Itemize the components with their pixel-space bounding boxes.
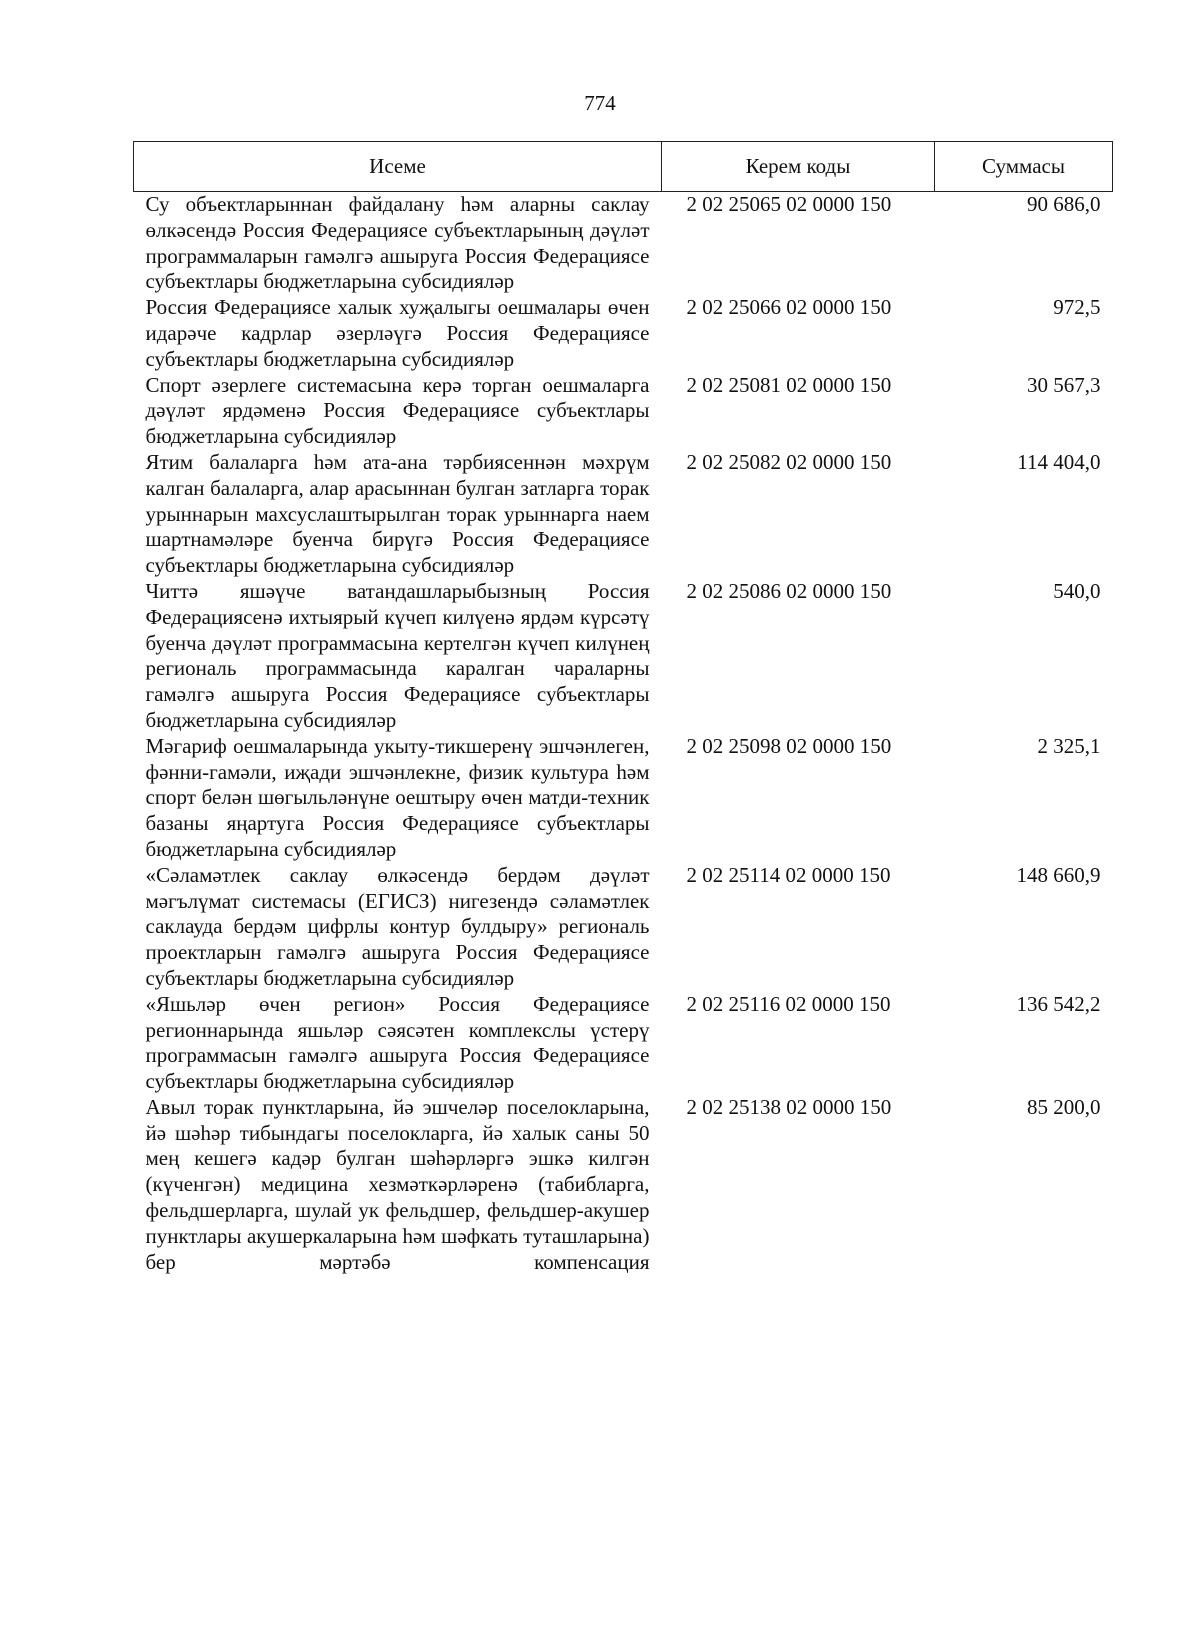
row-sum: 540,0 bbox=[1053, 578, 1101, 603]
budget-table bbox=[133, 141, 1113, 1275]
row-sum: 114 404,0 bbox=[1017, 449, 1101, 474]
row-code: 2 02 25116 02 0000 150 bbox=[686, 991, 891, 1016]
row-code: 2 02 25114 02 0000 150 bbox=[686, 862, 891, 887]
table-row bbox=[134, 450, 1113, 579]
table-row bbox=[134, 579, 1113, 734]
page-number: 774 bbox=[584, 91, 616, 115]
row-code: 2 02 25081 02 0000 150 bbox=[686, 372, 892, 397]
row-name: Мәгариф оешмаларында укыту-тикшеренү эшчәнлеген, фәнни-гамәли, иҗади эшчәнлекне, физик культура һәм спорт белән шөгыльләнүне оештыру өчен матди-техник базаны яңартуга Россия Федерациясе субъектлары бюджетларына субсидияләр bbox=[145, 733, 650, 861]
row-code: 2 02 25098 02 0000 150 bbox=[686, 733, 892, 758]
row-name: Ятим балаларга һәм ата-ана тәрбиясеннән мәхрүм калган балаларга, алар арасыннан булган затларга торак урыннарын махсуслаштырылган торак урыннарга наем шартнамәләре буенча бирүгә Россия Федерациясе субъектлары бюджетларына субсидияләр bbox=[145, 449, 650, 578]
row-sum: 148 660,9 bbox=[1016, 862, 1101, 887]
row-sum: 136 542,2 bbox=[1016, 991, 1101, 1016]
row-sum: 2 325,1 bbox=[1037, 733, 1101, 758]
row-name: Россия Федерациясе халык хуҗалыгы оешмалары өчен идарәче кадрлар әзерләүгә Россия Федерациясе субъектлары бюджетларына субсидияләр bbox=[145, 295, 650, 371]
table-row bbox=[134, 1095, 1113, 1276]
table-row bbox=[134, 192, 1113, 296]
row-name: Спорт әзерлеге системасына керә торган оешмаларга дәүләт ярдәменә Россия Федерациясе субъектлары бюджетларына субсидияләр bbox=[145, 372, 650, 449]
table-row bbox=[134, 992, 1113, 1095]
row-name: Читтә яшәүче ватандашларыбызның Россия Федерациясенә ихтыярый күчеп килүенә ярдәм күрсәтү буенча дәүләт программасына кертелгән күчеп килүнең региональ программасында каралган чараларны гамәлгә ашыруга Россия Федерациясе субъектлары бюджетларына субсидияләр bbox=[145, 578, 650, 732]
row-sum: 85 200,0 bbox=[1027, 1094, 1101, 1119]
row-code: 2 02 25065 02 0000 150 bbox=[686, 192, 892, 216]
row-sum: 30 567,3 bbox=[1027, 372, 1101, 397]
header-code: Керем коды bbox=[662, 142, 935, 192]
table-row bbox=[134, 734, 1113, 863]
row-sum: 972,5 bbox=[1053, 295, 1101, 320]
table-row bbox=[134, 295, 1113, 372]
header-sum: Суммасы bbox=[935, 142, 1113, 192]
row-code: 2 02 25138 02 0000 150 bbox=[686, 1094, 892, 1119]
row-name: Авыл торак пунктларына, йә эшчеләр поселокларына, йә шәһәр тибындагы поселокларга, йә халык саны 50 мең кешегә кадәр булган шәһәрләргә эшкә килгән (күченгән) медицина хезмәткәрләренә (табибларга, фельдшерларга, шулай ук фельдшер, фельдшер-акушер пунктлары акушеркаларына һәм шәфкать туташларына) бер мәртәбә компенсация bbox=[145, 1094, 650, 1274]
row-code: 2 02 25066 02 0000 150 bbox=[686, 295, 892, 320]
row-name: Су объектларыннан файдалану һәм аларны саклау өлкәсендә Россия Федерациясе субъектларының дәүләт программаларын гамәлгә ашыруга Россия Федерациясе субъектлары бюджетларына субсидияләр bbox=[145, 192, 650, 294]
table-row bbox=[134, 373, 1113, 450]
table-row bbox=[134, 863, 1113, 992]
table-header-row bbox=[134, 142, 1113, 192]
row-name: «Яшьләр өчен регион» Россия Федерациясе регионнарында яшьләр сәясәтен комплекслы үстерү программасын гамәлгә ашыруга Россия Федерациясе субъектлары бюджетларына субсидияләр bbox=[145, 991, 650, 1094]
header-name: Исеме bbox=[134, 142, 662, 192]
row-code: 2 02 25082 02 0000 150 bbox=[686, 449, 892, 474]
row-name: «Сәламәтлек саклау өлкәсендә бердәм дәүләт мәгълүмат системасы (ЕГИСЗ) нигезендә сәламәтлек саклауда бердәм цифрлы контур булдыру» региональ проектларын гамәлгә ашыруга Россия Федерациясе субъектлары бюджетларына субсидияләр bbox=[145, 862, 650, 990]
row-code: 2 02 25086 02 0000 150 bbox=[686, 578, 892, 603]
row-sum: 90 686,0 bbox=[1027, 192, 1101, 216]
